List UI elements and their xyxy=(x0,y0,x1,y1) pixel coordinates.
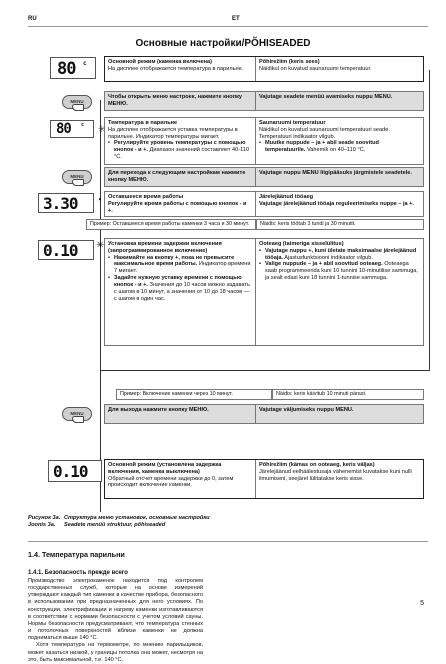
menu-button-icon: MENU xyxy=(62,170,92,184)
flow-line xyxy=(100,100,101,512)
row-text-et: Näidikul on kuvatud saunaruumi temperatuuri seade. Temperatuuri indikaator vilgub. xyxy=(259,126,390,140)
example-box-ru: Пример: Оставшееся время работы каменки 3 часа и 30 минут. xyxy=(86,219,256,230)
section-body xyxy=(28,578,203,664)
bullet-ru: • Нажимайте на кнопку +, пока не превысите максимальное время работы. Индикатор времени 7 мигает. xyxy=(108,255,252,275)
row-title-et: Vajutage väljumiseks nuppu MENU. xyxy=(256,405,423,423)
row-title-et: Järelejäänud tööaeg xyxy=(259,194,314,200)
display-value: 0.10 xyxy=(53,462,88,481)
display-value: 80 xyxy=(57,59,76,79)
section-rule xyxy=(28,541,428,542)
row-text-et: Järelejäänud eelhäälestusaja vähenemist kuvatakse kuni nulli ilmumiseni, seejärel lülitatakse keris sisse. xyxy=(259,468,412,482)
hand-press-icon xyxy=(72,104,84,111)
hand-press-icon xyxy=(72,416,84,423)
bullet-et: • Valige nuppude – ja + abil soovitud ooteaeg. Ooteaega saab programmeerida kuni 10 tunnini 10-minutilise sammuga, ja sealt edasi kuni 18 tunnini 1-tunnise sammuga. xyxy=(259,261,420,281)
temperature-sun-icon: ✳ xyxy=(98,124,106,134)
menu-button-icon: MENU xyxy=(62,407,92,421)
row-delay xyxy=(104,238,424,346)
timer-sun-icon: ✳ xyxy=(96,240,105,251)
row-text-ru: Регулируйте время работы с помощью кнопок - и +. xyxy=(108,200,247,214)
display-delayed-mode xyxy=(48,460,102,482)
return-line xyxy=(429,70,430,370)
subsection-heading: 1.4.1. Безопасность прежде всего xyxy=(28,570,128,576)
row-title-ru: Основной режим (каменка включена) xyxy=(108,59,213,65)
display-unit: c xyxy=(83,60,86,67)
row-title-ru: Установка времени задержки включения (запрограммированное включение) xyxy=(108,241,222,254)
row-text-ru: Обратный отсчет времени задержки до 0, затем происходит включение каменки. xyxy=(108,475,234,489)
paragraph: Производство электрокаменок находится под контролем государственных служб, которые на основе измерений утверждают каждый тип каменки в качестве прибора, безопасного в использовании при предназначенных для него условиях. По конструкции, электрификации и нагреву каменки изготавливаются в соответствии с нормами безопасности с учетом условий сауны. Нормы безопасности предусматривают, что температура стенных и потолочных поверхностей вблизи каменки не должна подниматься выше 140 °C. xyxy=(28,578,203,642)
page-number: 5 xyxy=(420,600,424,608)
figure-caption: Рисунок 3а. Структура меню установок, основные настройки Joonis 3a. Seadete menüü struktuur, põhiseaded xyxy=(28,515,210,528)
display-value: 3.30 xyxy=(43,194,78,213)
display-remaining-time xyxy=(38,193,94,213)
example-box-et: Näidis: keris käivitub 10 minuti pärast. xyxy=(272,389,424,400)
row-title-et: Vajutage nuppu MENU liigipääsuks järgmistele seadetele. xyxy=(256,168,423,186)
row-exit xyxy=(104,404,424,424)
row-title-ru: Чтобы открыть меню настроек, нажмите кнопку МЕНЮ. xyxy=(105,92,256,110)
row-title-ru: Для перехода к следующим настройкам нажмите кнопку МЕНЮ. xyxy=(105,168,256,186)
section-heading: 1.4. Температура парильни xyxy=(28,550,125,559)
lang-label-ru: RU xyxy=(28,16,37,22)
row-main-mode xyxy=(104,56,424,82)
header-rule xyxy=(28,26,428,27)
display-main-mode xyxy=(50,57,96,79)
row-title-et: Saunaruumi temperatuur xyxy=(259,120,326,126)
example-box-ru: Пример: Включение каменки через 10 минут. xyxy=(116,389,272,400)
bullet-ru: • Регулируйте уровень температуры с помощью кнопок - и +. Диапазон значений составляет 40-110 °C. xyxy=(108,140,252,160)
display-value: 80 xyxy=(56,121,71,137)
bullet-ru: • Задайте нужную уставку времени с помощью кнопок - и +. Значения до 10 часов можно задавать с шагом в 10 минут, а значения от 10 до 18 часов — с шагом в один час. xyxy=(108,275,252,302)
row-title-ru: Температура в парильне xyxy=(108,120,178,126)
display-unit: c xyxy=(81,122,84,128)
row-title-et: Põhirežiim (keris sees) xyxy=(259,59,320,65)
display-delay-time xyxy=(38,240,94,260)
row-title-et: Ooteaeg (taimeriga sisselülitus) xyxy=(259,241,344,247)
display-temperature xyxy=(50,120,94,138)
row-title-ru: Для выхода нажмите кнопку МЕНЮ. xyxy=(105,405,256,423)
row-delayed-mode xyxy=(104,459,424,499)
example-box-et: Näidis: keris töötab 3 tundi ja 30 minutit. xyxy=(256,219,424,230)
row-next-settings xyxy=(104,167,424,187)
return-line xyxy=(100,370,430,371)
clock-icon: ◔ xyxy=(96,195,103,206)
display-value: 0.10 xyxy=(43,241,78,260)
row-remaining-time xyxy=(104,191,424,217)
row-title-ru: Оставшееся время работы xyxy=(108,194,184,200)
hand-press-icon xyxy=(72,179,84,186)
row-text-ru: На дисплее отображается уставка температуры в парильне. Индикатор температуры мигает. xyxy=(108,126,238,140)
row-title-et: Vajutage seadete menüü avamiseks nuppu MENU. xyxy=(256,92,423,110)
row-text-ru: На дисплее отображается температура в парильне. xyxy=(108,65,244,72)
row-title-ru: Основной режим (установлена задержка включения, каменка выключена) xyxy=(108,462,222,475)
row-text-et: Näidikul on kuvatud saunaruumi temperatuur. xyxy=(259,65,372,72)
bullet-et: • Vajutage nuppu +, kuni ületate maksimaalse järelejäänud tööaja. Ajastusfunktsiooni indikaator vilgub. xyxy=(259,248,420,262)
page-title: Основные настройки/PÕHISEADED xyxy=(135,38,311,49)
lang-label-et: ET xyxy=(232,16,240,22)
paragraph: Хотя температура на термометре, по мнению парильщиков, может казаться низкой, у границы потолка она может, несмотря на это, быть максимальной, т.е. 140 °C. xyxy=(28,642,203,663)
menu-button-icon: MENU xyxy=(62,95,92,109)
row-temperature xyxy=(104,117,424,165)
row-title-et: Põhirežiim (kämas on ooteaeg, keris väljas) xyxy=(259,462,375,468)
row-open-menu xyxy=(104,91,424,111)
row-text-et: Vajutage järelejäänud tööaja reguleerimiseks nuppe – ja +. xyxy=(259,200,414,207)
bullet-et: • Muutke nuppude – ja + abil seade soovitud temperatuurile. Vahemik on 40–110 °C. xyxy=(259,140,420,154)
